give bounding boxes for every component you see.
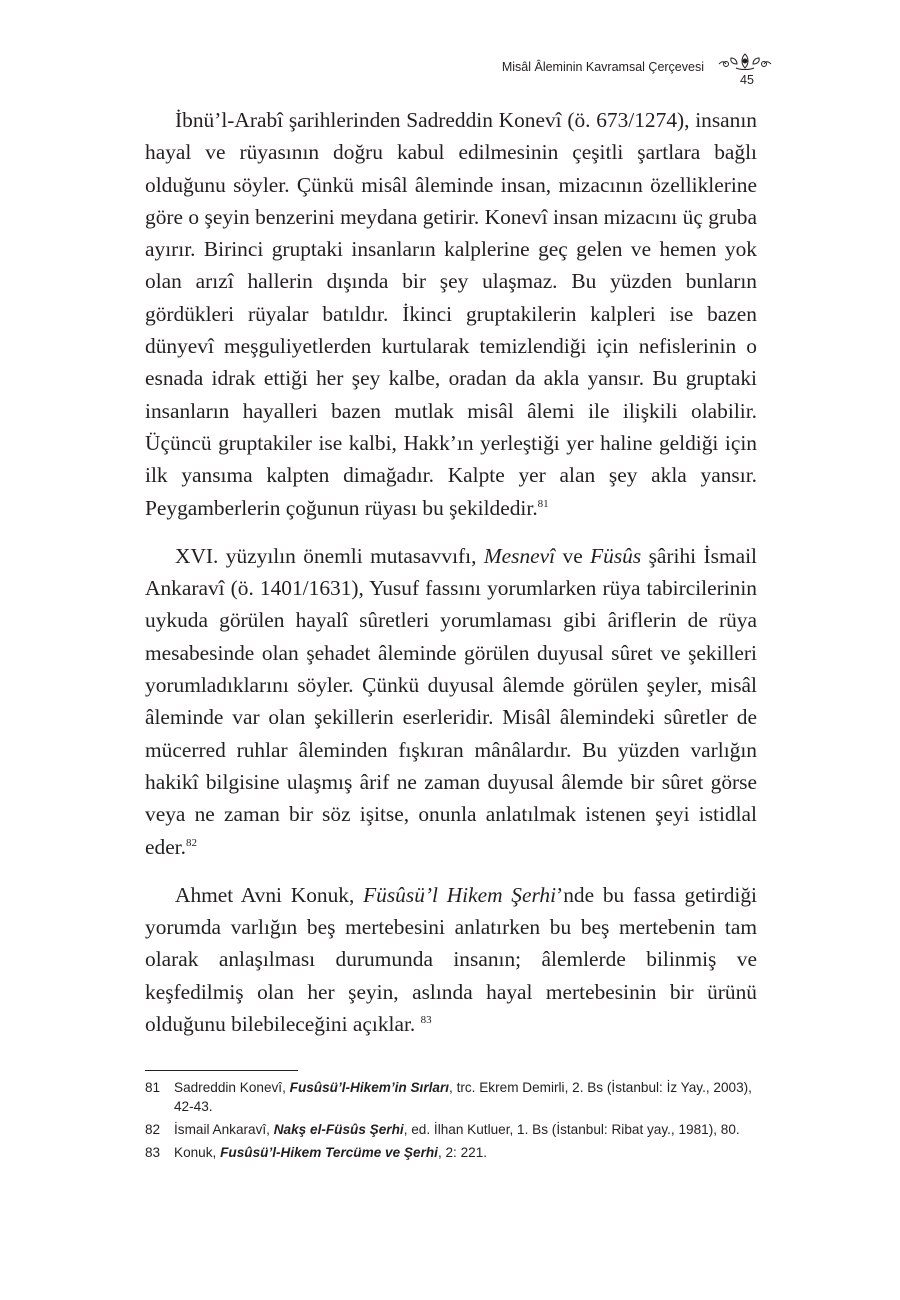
paragraph-3-text: ’nde bu fassa getirdiği yorumda varlığın beş mertebesini anlatırken bu beş mertebenin tam olarak anlaşılması durumunda insanın; âlemlerde bilinmiş ve keşfedilmiş olan her şeyin, aslında hayal mertebesinin bir ürünü olduğunu bilebileceğini açıklar. [145,882,757,1037]
footnote-divider [145,1070,298,1071]
footnote-83 [145,1143,757,1162]
page-header [0,52,900,92]
footnote-text: Sadreddin Konevî, [174,1080,290,1095]
work-title-mesnevi: Mesnevî [483,543,556,568]
footnote-ref-81: 81 [537,497,549,510]
footnote-81 [145,1078,757,1116]
paragraph-2-pre: XVI. yüzyılın önemli mutasavvıfı, [175,543,484,568]
paragraph-1 [145,104,757,524]
paragraph-1-text: İbnü’l-Arabî şarihlerinden Sadreddin Konevî (ö. 673/1274), insanın hayal ve rüyasının doğru kabul edilmesinin çeşitli şartlara bağlı olduğunu söyler. Çünkü misâl âleminde insan, mizacının özelliklerine göre o şeyin benzerini meydana getirir. Konevî insan mizacını üç gruba ayırır. Birinci gruptaki insanların kalplerine geç gelen ve hemen yok olan arızî hallerin dışında bir şey ulaşmaz. Bu yüzden bunların gördükleri rüyalar batıldır. İkinci gruptakilerin kalpleri ise bazen dünyevî meşguliyetlerden kurtularak temizlendiği için nefislerinin o esnada idrak ettiği her şey kalbe, oradan da akla yansır. Bu gruptaki insanların hayalleri bazen mutlak misâl âlemi ile ilişkili olabilir. Üçüncü gruptakiler ise kalbi, Hakk’ın yerleştiği yer haline geldiği için ilk yansıma kalpten dimağadır. Kalpte yer alan şey akla yansır. Peygamberlerin çoğunun rüyası bu şekildedir. [145,108,757,520]
footnotes [145,1078,757,1166]
footnote-ref-83: 83 [420,1013,432,1026]
paragraph-3 [145,879,757,1040]
page-number: 45 [740,73,754,87]
footnote-number: 81 [145,1080,161,1095]
footnote-number: 83 [145,1145,161,1160]
footnote-text: , ed. İlhan Kutluer, 1. Bs (İstanbul: Ribat yay., 1981), 80. [403,1122,740,1137]
footnote-text: , trc. Ekrem Demirli, 2. Bs (İstanbul: İz Yay., 2003), 42-43. [174,1080,752,1114]
footnote-title: Nakş el-Füsûs Şerhi [273,1122,404,1137]
paragraph-2-mid: ve [555,543,591,568]
ornament-icon [716,52,774,74]
body-text [145,104,757,1056]
work-title-fususul-hikem: Füsûsü’l Hikem Şerhi [363,882,557,907]
footnote-ref-82: 82 [185,836,197,849]
footnote-text: İsmail Ankaravî, [174,1122,274,1137]
paragraph-2-text: şârihi İsmail Ankaravî (ö. 1401/1631), Yusuf fassını yorumlarken rüya tabircilerinin uykuda görülen hayalî sûretleri yorumlaması gibi âriflerin de rüya mesabesinde olan şehadet âleminde görülen duyusal sûret ve şekilleri yorumladıklarını söyler. Çünkü duyusal âlemde görülen şeyler, misâl âleminde var olan şekillerin eserleridir. Misâl âlemindeki sûretler de mücerred ruhlar âleminden fışkıran mânâlardır. Bu yüzden varlığın hakikî bilgisine ulaşmış ârif ne zaman duyusal âlemde bir sûret görse veya ne zaman bir söz işitse, onunla anlatılmak istenen şeyi istidlal eder. [145,543,757,859]
footnote-82 [145,1120,757,1139]
footnote-title: Fusûsü’l-Hikem’in Sırları [289,1080,450,1095]
footnote-number: 82 [145,1122,161,1137]
footnote-title: Fusûsü’l-Hikem Tercüme ve Şerhi [220,1145,438,1160]
work-title-fusus: Füsûs [590,543,642,568]
paragraph-3-pre: Ahmet Avni Konuk, [175,882,364,907]
running-title: Misâl Âleminin Kavramsal Çerçevesi [501,60,704,74]
paragraph-2 [145,540,757,863]
footnote-text: , 2: 221. [437,1145,488,1160]
footnote-text: Konuk, [174,1145,221,1160]
